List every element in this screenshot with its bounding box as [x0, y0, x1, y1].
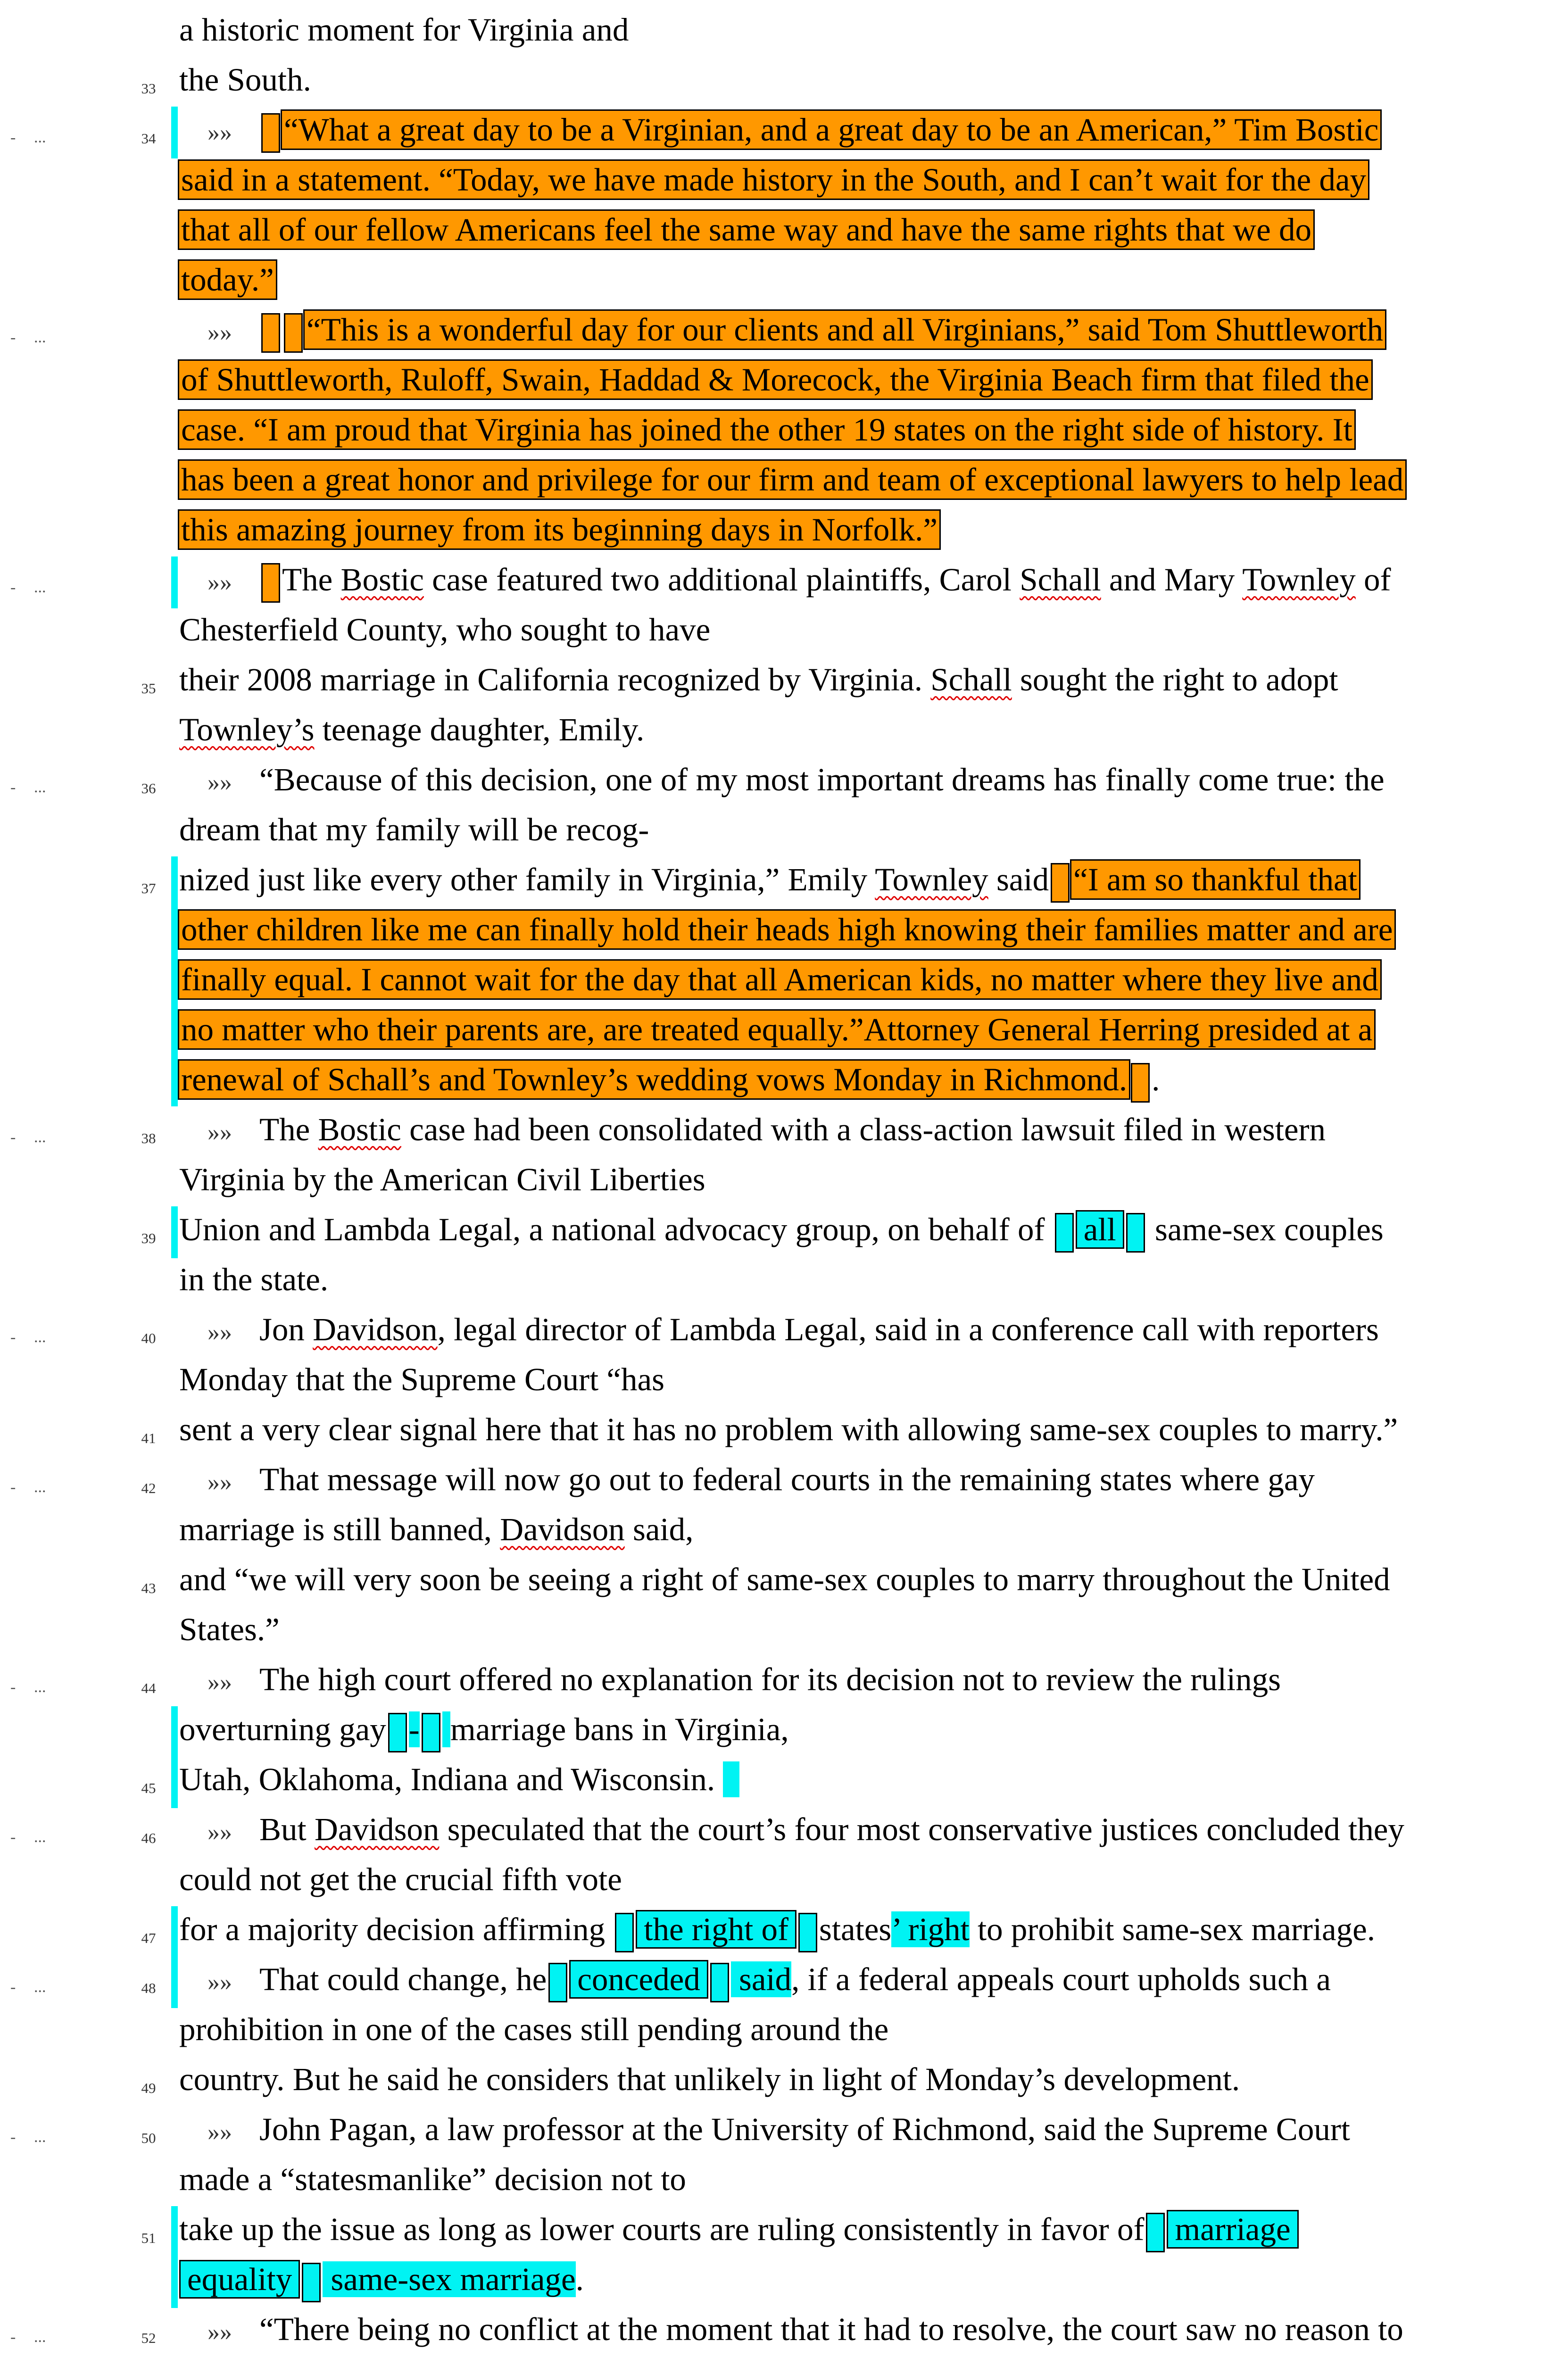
orange-highlight[interactable]: said in a statement. “Today, we have made history in the South, and I can’t wait for the day	[179, 161, 1368, 199]
change-marker[interactable]	[798, 1913, 817, 1952]
change-marker[interactable]	[1126, 1213, 1145, 1253]
text-run: for a majority decision affirming	[179, 1911, 614, 1947]
text-line	[0, 1054, 1568, 1104]
paragraph-chevron-icon: »»	[207, 769, 232, 796]
orange-highlight[interactable]: “What a great day to be a Virginian, and a great day to be an American,” Tim Bostic	[282, 111, 1380, 149]
line-number: 43	[141, 1580, 156, 1596]
text-line	[0, 1854, 1568, 1904]
text-line	[0, 1204, 1568, 1254]
line-number: 46	[141, 1830, 156, 1846]
text-run: “Because of this decision, one of my most important dreams has finally come true: the	[259, 762, 1385, 797]
line-text	[179, 255, 276, 305]
comment-marker[interactable]	[1051, 863, 1070, 903]
margin-dash: -	[10, 779, 16, 796]
line-text	[179, 1104, 1326, 1154]
line-number: 33	[141, 80, 156, 97]
text-line	[0, 2304, 1568, 2354]
line-text: in the state.	[179, 1262, 329, 1297]
text-line	[0, 1504, 1568, 1554]
paragraph-chevron-icon: »»	[207, 2319, 232, 2346]
line-text	[179, 2354, 605, 2358]
text-line	[0, 1654, 1568, 1704]
text-line	[0, 955, 1568, 1005]
margin-dash: -	[10, 1678, 16, 1696]
spelling-flag[interactable]: Townley	[875, 862, 988, 897]
text-run: , legal director of Lambda Legal, said in a conference call with reporters	[437, 1312, 1379, 1347]
line-text	[179, 1054, 1160, 1104]
orange-highlight[interactable]: other children like me can finally hold their heads high knowing their families matter and are	[179, 911, 1394, 948]
text-line	[0, 2154, 1568, 2204]
margin-ellipsis[interactable]: ...	[34, 1678, 46, 1696]
margin-ellipsis[interactable]: ...	[34, 1129, 46, 1146]
margin-ellipsis[interactable]: ...	[34, 1478, 46, 1496]
line-number: 42	[141, 1480, 156, 1496]
orange-highlight[interactable]: today.”	[179, 261, 276, 299]
text-run: Utah, Oklahoma, Indiana and Wisconsin.	[179, 1761, 715, 1797]
line-text	[179, 755, 1385, 805]
line-text: Virginia by the American Civil Liberties	[179, 1162, 705, 1197]
line-text: country. But he said he considers that unlikely in light of Monday’s development.	[179, 2061, 1240, 2097]
line-text: States.”	[179, 1611, 280, 1647]
line-number: 38	[141, 1130, 156, 1146]
comment-marker[interactable]	[261, 563, 280, 603]
line-text	[179, 2204, 1299, 2254]
line-text	[179, 355, 1371, 405]
text-line	[0, 1104, 1568, 1154]
text-run: to prohibit same-sex marriage.	[969, 1911, 1376, 1947]
line-text	[179, 1754, 739, 1804]
line-number: 37	[141, 880, 156, 897]
text-line	[0, 355, 1568, 405]
change-marker[interactable]	[302, 2263, 321, 2302]
text-line	[0, 555, 1568, 605]
paragraph-chevron-icon: »»	[207, 1319, 232, 1346]
text-run: marriage is still banned,	[179, 1511, 500, 1547]
text-line	[0, 605, 1568, 655]
margin-dash: -	[10, 329, 16, 346]
paragraph-chevron-icon: »»	[207, 1669, 232, 1696]
line-number: 47	[141, 1930, 156, 1946]
text-line	[0, 1754, 1568, 1804]
line-text	[179, 305, 1385, 355]
text-run: overturning gay	[179, 1711, 386, 1747]
text-line	[0, 655, 1568, 705]
text-run: That message will now go out to federal courts in the remaining states where gay	[259, 1461, 1315, 1497]
change-marker[interactable]	[422, 1713, 440, 1752]
text-run: That could change, he	[259, 1961, 547, 1997]
text-line	[0, 905, 1568, 955]
margin-dash: -	[10, 1478, 16, 1496]
inserted-text[interactable]: all	[1076, 1210, 1124, 1249]
text-line	[0, 1005, 1568, 1054]
line-number: 41	[141, 1430, 156, 1446]
line-text: could not get the crucial fifth vote	[179, 1861, 622, 1897]
margin-dash: -	[10, 129, 16, 146]
text-line	[0, 2204, 1568, 2254]
text-run: “There being no conflict at the moment that it had to resolve, the court saw no reason to	[259, 2311, 1403, 2347]
spelling-flag[interactable]: Bostic	[340, 562, 424, 598]
line-text	[179, 1704, 789, 1754]
text-run: case had been consolidated with a class-action lawsuit filed in western	[401, 1112, 1326, 1147]
line-text	[179, 2254, 584, 2304]
change-marker[interactable]	[1146, 2213, 1165, 2252]
spelling-flag[interactable]: Bostic	[318, 1112, 401, 1147]
margin-dash: -	[10, 2128, 16, 2146]
text-line	[0, 1404, 1568, 1454]
text-line	[0, 255, 1568, 305]
line-number: 44	[141, 1680, 156, 1696]
text-run: said	[988, 862, 1049, 897]
line-text	[179, 405, 1354, 455]
margin-ellipsis[interactable]: ...	[34, 2328, 46, 2346]
text-run: of	[1355, 562, 1391, 598]
inserted-text[interactable]: -	[408, 1711, 420, 1747]
margin-dash: -	[10, 2328, 16, 2346]
text-line	[0, 1954, 1568, 2004]
paragraph-chevron-icon: »»	[207, 1119, 232, 1146]
line-number: 35	[141, 680, 156, 697]
line-number: 52	[141, 2330, 156, 2346]
margin-ellipsis[interactable]: ...	[34, 1328, 46, 1346]
inserted-space[interactable]	[442, 1711, 450, 1747]
line-text: Chesterfield County, who sought to have	[179, 612, 711, 648]
line-text	[179, 955, 1380, 1005]
text-run: their 2008 marriage in California recognized by Virginia.	[179, 662, 931, 697]
spelling-flag[interactable]: Davidson	[314, 1811, 440, 1847]
orange-highlight[interactable]: “This is a wonderful day for our clients and all Virginians,” said Tom Shuttleworth	[305, 311, 1385, 349]
margin-ellipsis[interactable]: ...	[34, 579, 46, 596]
line-text	[179, 555, 1391, 605]
paragraph-chevron-icon: »»	[207, 319, 232, 346]
inserted-text[interactable]: equality	[179, 2260, 300, 2299]
margin-dash: -	[10, 1978, 16, 1996]
orange-highlight[interactable]: case. “I am proud that Virginia has joined the other 19 states on the right side of history. It	[179, 411, 1354, 448]
text-run: states	[819, 1911, 892, 1947]
line-number: 34	[141, 130, 156, 147]
text-line	[0, 1454, 1568, 1504]
line-number: 50	[141, 2130, 156, 2146]
change-marker[interactable]	[388, 1713, 407, 1752]
text-run: The	[259, 1112, 318, 1147]
text-line	[0, 805, 1568, 855]
line-text	[179, 1304, 1379, 1354]
line-text	[179, 1005, 1374, 1054]
line-text	[179, 705, 644, 755]
text-line	[0, 2254, 1568, 2304]
line-text	[179, 505, 939, 555]
comment-marker[interactable]	[1131, 1063, 1150, 1103]
text-line	[0, 505, 1568, 555]
margin-dash: -	[10, 1828, 16, 1846]
line-number: 45	[141, 1780, 156, 1796]
change-marker[interactable]	[615, 1913, 634, 1952]
text-line	[0, 2004, 1568, 2054]
margin-ellipsis[interactable]: ...	[34, 2128, 46, 2146]
text-run: .	[1152, 1062, 1160, 1097]
text-run: Union and Lambda Legal, a national advocacy group, on behalf of	[179, 1212, 1053, 1247]
text-run: sought the right to adopt	[1012, 662, 1338, 697]
orange-highlight[interactable]: finally equal. I cannot wait for the day that all American kids, no matter where they live and	[179, 961, 1380, 998]
deleted-text[interactable]: ’ right	[891, 1911, 970, 1947]
line-text	[179, 655, 1338, 705]
inserted-text[interactable]: the right of	[636, 1910, 796, 1949]
paragraph-chevron-icon: »»	[207, 1469, 232, 1496]
text-line	[0, 305, 1568, 355]
text-run: case featured two additional plaintiffs, Carol	[423, 562, 1020, 598]
line-number: 36	[141, 780, 156, 797]
margin-ellipsis[interactable]: ...	[34, 779, 46, 796]
text-run: Jon	[259, 1312, 313, 1347]
line-text: dream that my family will be recog-	[179, 812, 649, 847]
line-text: prohibition in one of the cases still pending around the	[179, 2011, 889, 2047]
inserted-text[interactable]: conceded	[569, 1960, 708, 1999]
text-line	[0, 155, 1568, 205]
text-run: teenage daughter, Emily.	[314, 712, 645, 747]
line-text	[179, 2304, 1403, 2354]
text-run: But	[259, 1811, 315, 1847]
line-text	[179, 2104, 1350, 2154]
text-line	[0, 55, 1568, 105]
line-number: 49	[141, 2080, 156, 2096]
margin-dash: -	[10, 579, 16, 596]
line-text	[179, 1904, 1375, 1954]
line-number: 48	[141, 1980, 156, 1996]
paragraph-chevron-icon: »»	[207, 569, 232, 596]
paragraph-chevron-icon: »»	[207, 1819, 232, 1846]
comment-marker[interactable]	[261, 113, 280, 153]
margin-ellipsis[interactable]: ...	[34, 1828, 46, 1846]
line-number: 39	[141, 1230, 156, 1246]
orange-highlight[interactable]: renewal of Schall’s and Townley’s wedding vows Monday in Richmond.	[179, 1061, 1129, 1098]
spelling-flag[interactable]: Davidson	[313, 1312, 438, 1347]
line-text	[179, 1954, 1331, 2004]
margin-dash: -	[10, 1328, 16, 1346]
orange-highlight[interactable]: no matter who their parents are, are treated equally.”Attorney General Herring presided at a	[179, 1011, 1374, 1048]
margin-ellipsis[interactable]: ...	[34, 129, 46, 146]
text-run: speculated that the court’s four most conservative justices concluded they	[439, 1811, 1404, 1847]
text-line	[0, 5, 1568, 55]
change-marker[interactable]	[548, 1963, 567, 2002]
line-text	[179, 1204, 1384, 1254]
text-run: The	[282, 562, 341, 598]
inserted-text[interactable]: marriage	[1167, 2210, 1298, 2249]
text-line	[0, 1354, 1568, 1404]
text-run: and Mary	[1101, 562, 1243, 598]
text-run: .	[575, 2261, 584, 2297]
line-text	[179, 1654, 1281, 1704]
text-line	[0, 2054, 1568, 2104]
line-text	[179, 855, 1359, 905]
orange-highlight[interactable]: “I am so thankful that	[1071, 861, 1359, 898]
line-text: and “we will very soon be seeing a right of same-sex couples to marry throughout the United	[179, 1561, 1390, 1597]
text-line	[0, 705, 1568, 755]
line-text: sent a very clear signal here that it has no problem with allowing same-sex couples to marry.”	[179, 1411, 1398, 1447]
text-run: nized just like every other family in Virginia,” Emily	[179, 862, 875, 897]
text-line	[0, 455, 1568, 505]
spelling-flag[interactable]: Townley’s	[179, 712, 315, 747]
text-line	[0, 2354, 1568, 2358]
paragraph-chevron-icon: »»	[207, 1969, 232, 1996]
text-line	[0, 105, 1568, 155]
orange-highlight[interactable]: that all of our fellow Americans feel the same way and have the same rights that we do	[179, 211, 1313, 249]
deleted-text[interactable]: said	[730, 1961, 792, 1997]
inserted-space[interactable]	[723, 1761, 739, 1797]
text-line	[0, 855, 1568, 905]
line-text: the South.	[179, 62, 311, 98]
text-line	[0, 205, 1568, 255]
line-text	[179, 1454, 1315, 1504]
paragraph-chevron-icon: »»	[207, 2119, 232, 2146]
line-text	[179, 105, 1380, 155]
text-line	[0, 405, 1568, 455]
line-text	[179, 205, 1313, 255]
text-line	[0, 1154, 1568, 1204]
line-text: made a “statesmanlike” decision not to	[179, 2161, 686, 2197]
text-line	[0, 1804, 1568, 1854]
text-run: same-sex couples	[1146, 1212, 1384, 1247]
line-text	[179, 1504, 693, 1554]
margin-dash: -	[10, 1129, 16, 1146]
change-marker[interactable]	[1055, 1213, 1074, 1253]
line-text	[179, 1804, 1404, 1854]
text-line	[0, 755, 1568, 805]
margin-ellipsis[interactable]: ...	[34, 329, 46, 346]
deleted-text[interactable]: same-sex marriage	[323, 2261, 576, 2297]
text-line	[0, 1254, 1568, 1304]
paragraph-chevron-icon: »»	[207, 119, 232, 146]
text-line	[0, 1904, 1568, 1954]
orange-highlight[interactable]: this amazing journey from its beginning days in Norfolk.”	[179, 511, 939, 548]
spelling-flag[interactable]: Townley	[1242, 562, 1356, 598]
spelling-flag[interactable]: Schall	[930, 662, 1012, 697]
orange-highlight[interactable]: of Shuttleworth, Ruloff, Swain, Haddad & Morecock, the Virginia Beach firm that filed the	[179, 361, 1371, 399]
text-line	[0, 1304, 1568, 1354]
text-run: The high court offered no explanation for its decision not to review the rulings	[259, 1661, 1281, 1697]
line-text	[179, 905, 1394, 955]
line-number: 51	[141, 2230, 156, 2246]
text-run: John Pagan, a law professor at the University of Richmond, said the Supreme Court	[259, 2111, 1350, 2147]
text-line	[0, 1704, 1568, 1754]
spelling-flag[interactable]: Davidson	[500, 1511, 625, 1547]
comment-marker[interactable]	[284, 313, 303, 353]
spelling-flag[interactable]: Schall	[1020, 562, 1101, 598]
line-text	[179, 155, 1368, 205]
orange-highlight[interactable]: has been a great honor and privilege for our firm and team of exceptional lawyers to help lead	[179, 461, 1405, 498]
change-marker[interactable]	[710, 1963, 729, 2002]
text-run: said,	[624, 1511, 694, 1547]
line-text: a historic moment for Virginia and	[179, 12, 629, 48]
comment-marker[interactable]	[261, 313, 280, 353]
text-run: , if a federal appeals court upholds such a	[791, 1961, 1331, 1997]
text-run: take up the issue as long as lower courts are ruling consistently in favor of	[179, 2211, 1145, 2247]
text-line	[0, 1604, 1568, 1654]
line-text	[179, 455, 1405, 505]
text-line	[0, 1554, 1568, 1604]
margin-ellipsis[interactable]: ...	[34, 1978, 46, 1996]
text-run: marriage bans in Virginia,	[450, 1711, 789, 1747]
line-text: Monday that the Supreme Court “has	[179, 1362, 665, 1397]
text-line	[0, 2104, 1568, 2154]
line-number: 40	[141, 1330, 156, 1346]
